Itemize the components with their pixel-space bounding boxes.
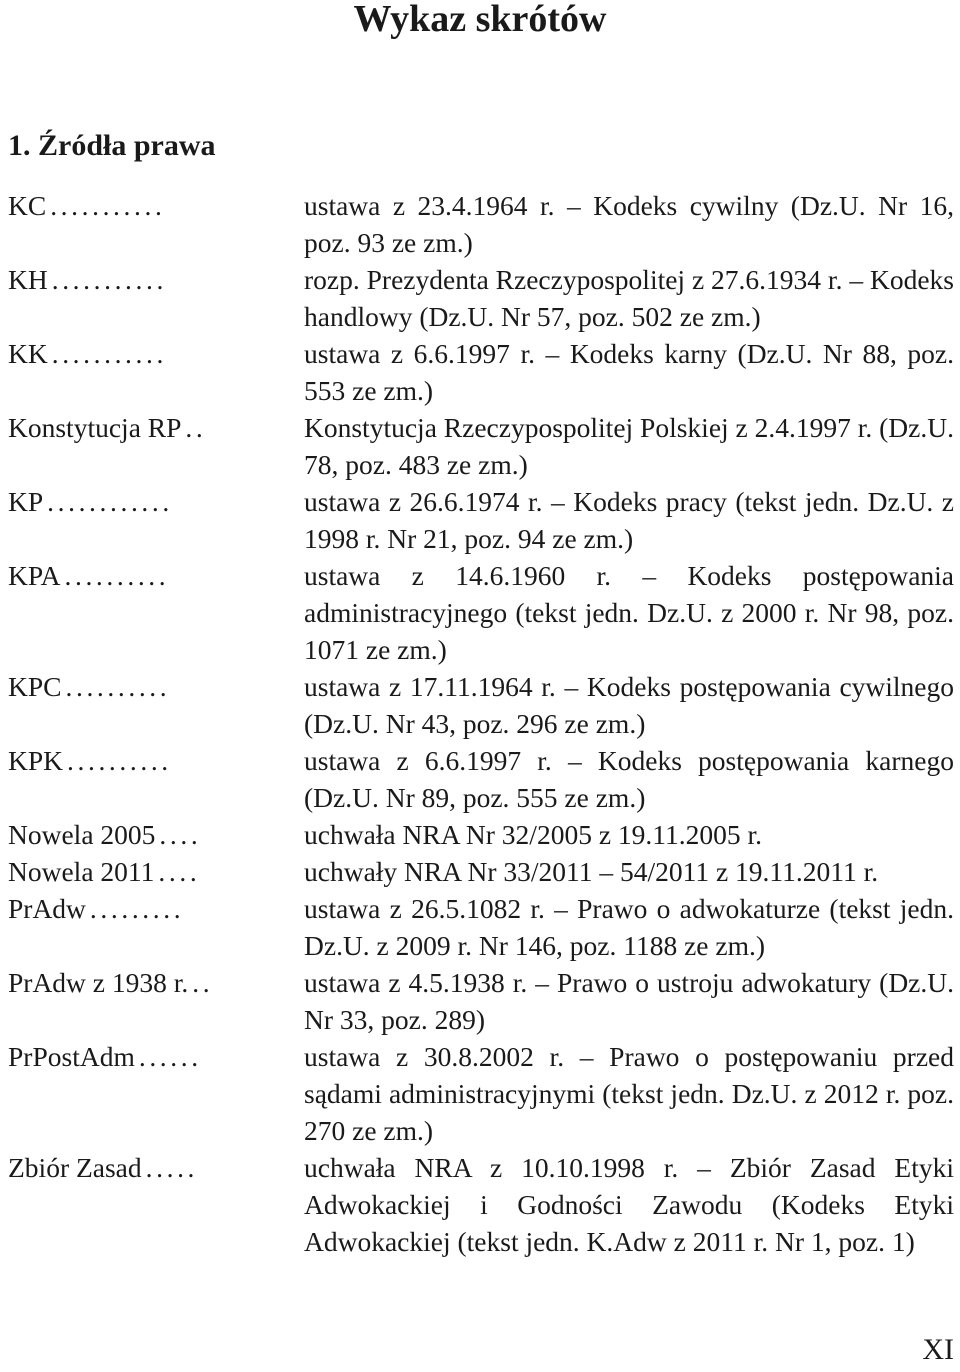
abbreviation-term xyxy=(8,187,304,224)
dot-leader: ..... xyxy=(145,1152,199,1183)
dot-leader: .. xyxy=(192,967,214,998)
abbreviation-description: uchwała NRA z 10.10.1998 r. – Zbiór Zasad Etyki Adwokackiej i Godności Zawodu (Kodeks Etyki Adwokackiej (tekst jedn. K.Adw z 2011 r. Nr 1, poz. 1) xyxy=(304,1152,954,1257)
dot-leader: ......... xyxy=(89,893,185,924)
abbreviation-entry xyxy=(8,483,954,557)
abbreviation-term-text: KP xyxy=(8,486,44,517)
section-heading: 1. Źródła prawa xyxy=(8,129,216,162)
abbreviation-entry xyxy=(8,409,954,483)
abbreviation-description: Konstytucja Rzeczypospolitej Polskiej z 2.4.1997 r. (Dz.U. 78, poz. 483 ze zm.) xyxy=(304,412,954,480)
abbreviation-entry xyxy=(8,964,954,1038)
dot-leader: .......... xyxy=(64,560,170,591)
abbreviation-entry xyxy=(8,890,954,964)
dot-leader: .......... xyxy=(65,671,171,702)
dot-leader: ........... xyxy=(51,264,167,295)
abbreviation-description: ustawa z 6.6.1997 r. – Kodeks karny (Dz.U. Nr 88, poz. 553 ze zm.) xyxy=(304,338,954,406)
abbreviation-description: uchwała NRA Nr 32/2005 z 19.11.2005 r. xyxy=(304,819,763,850)
abbreviation-description: ustawa z 30.8.2002 r. – Prawo o postępowaniu przed sądami administracyjnymi (tekst jedn. Dz.U. z 2012 r. poz. 270 ze zm.) xyxy=(304,1041,954,1146)
abbreviation-description: rozp. Prezydenta Rzeczypospolitej z 27.6.1934 r. – Kodeks handlowy (Dz.U. Nr 57, poz. 502 ze zm.) xyxy=(304,264,954,332)
abbreviation-term-text: PrPostAdm xyxy=(8,1041,135,1072)
abbreviation-entry xyxy=(8,335,954,409)
dot-leader: ...... xyxy=(138,1041,202,1072)
abbreviation-description: ustawa z 4.5.1938 r. – Prawo o ustroju adwokatury (Dz.U. Nr 33, poz. 289) xyxy=(304,967,954,1035)
dot-leader: .... xyxy=(159,819,202,850)
abbreviation-description: ustawa z 26.5.1082 r. – Prawo o adwokaturze (tekst jedn. Dz.U. z 2009 r. Nr 146, poz. 1188 ze zm.) xyxy=(304,893,954,961)
abbreviation-term-text: KPC xyxy=(8,671,62,702)
abbreviation-description: ustawa z 17.11.1964 r. – Kodeks postępowania cywilnego (Dz.U. Nr 43, poz. 296 ze zm.) xyxy=(304,671,954,739)
abbreviation-term xyxy=(8,816,304,853)
abbreviation-entry xyxy=(8,668,954,742)
abbreviation-term xyxy=(8,668,304,705)
abbreviation-term xyxy=(8,409,304,446)
abbreviation-term-text: Zbiór Zasad xyxy=(8,1152,142,1183)
abbreviation-entry xyxy=(8,1038,954,1149)
abbreviation-entry xyxy=(8,261,954,335)
abbreviation-description: ustawa z 23.4.1964 r. – Kodeks cywilny (Dz.U. Nr 16, poz. 93 ze zm.) xyxy=(304,190,954,258)
abbreviation-term-text: KC xyxy=(8,190,47,221)
dot-leader: ........... xyxy=(51,338,167,369)
dot-leader: .......... xyxy=(67,745,172,776)
abbreviation-term xyxy=(8,557,304,594)
abbreviation-term-text: PrAdw xyxy=(8,893,86,924)
abbreviation-term xyxy=(8,853,304,890)
abbreviation-term-text: KK xyxy=(8,338,48,369)
abbreviation-description: ustawa z 6.6.1997 r. – Kodeks postępowania karnego (Dz.U. Nr 89, poz. 555 ze zm.) xyxy=(304,745,954,813)
dot-leader: .... xyxy=(158,856,201,887)
abbreviation-term xyxy=(8,1038,304,1075)
abbreviation-list xyxy=(8,187,954,1260)
abbreviation-term-text: KPA xyxy=(8,560,61,591)
dot-leader: ............ xyxy=(47,486,173,517)
abbreviation-term xyxy=(8,335,304,372)
abbreviation-term-text: PrAdw z 1938 r. xyxy=(8,967,189,998)
abbreviation-description: uchwały NRA Nr 33/2011 – 54/2011 z 19.11.2011 r. xyxy=(304,856,879,887)
abbreviation-term xyxy=(8,1149,304,1186)
abbreviation-description: ustawa z 26.6.1974 r. – Kodeks pracy (tekst jedn. Dz.U. z 1998 r. Nr 21, poz. 94 ze zm.) xyxy=(304,486,954,554)
abbreviation-entry xyxy=(8,187,954,261)
abbreviation-entry xyxy=(8,1149,954,1260)
abbreviation-entry xyxy=(8,816,954,853)
abbreviation-term xyxy=(8,261,304,298)
dot-leader: ........... xyxy=(50,190,166,221)
abbreviation-term-text: Nowela 2011 xyxy=(8,856,155,887)
abbreviation-term-text: KPK xyxy=(8,745,64,776)
abbreviation-entry xyxy=(8,853,954,890)
page-title: Wykaz skrótów xyxy=(353,0,607,40)
abbreviation-term-text: Nowela 2005 xyxy=(8,819,156,850)
abbreviation-description: ustawa z 14.6.1960 r. – Kodeks postępowania administracyjnego (tekst jedn. Dz.U. z 2000 r. Nr 98, poz. 1071 ze zm.) xyxy=(304,560,954,665)
abbreviation-term xyxy=(8,483,304,520)
abbreviation-term xyxy=(8,890,304,927)
abbreviation-entry xyxy=(8,557,954,668)
abbreviation-term-text: Konstytucja RP xyxy=(8,412,182,443)
abbreviation-term xyxy=(8,742,304,779)
page-number: XI xyxy=(922,1333,954,1366)
abbreviation-term-text: KH xyxy=(8,264,48,295)
dot-leader: .. xyxy=(185,412,207,443)
abbreviation-term xyxy=(8,964,304,1001)
abbreviation-entry xyxy=(8,742,954,816)
